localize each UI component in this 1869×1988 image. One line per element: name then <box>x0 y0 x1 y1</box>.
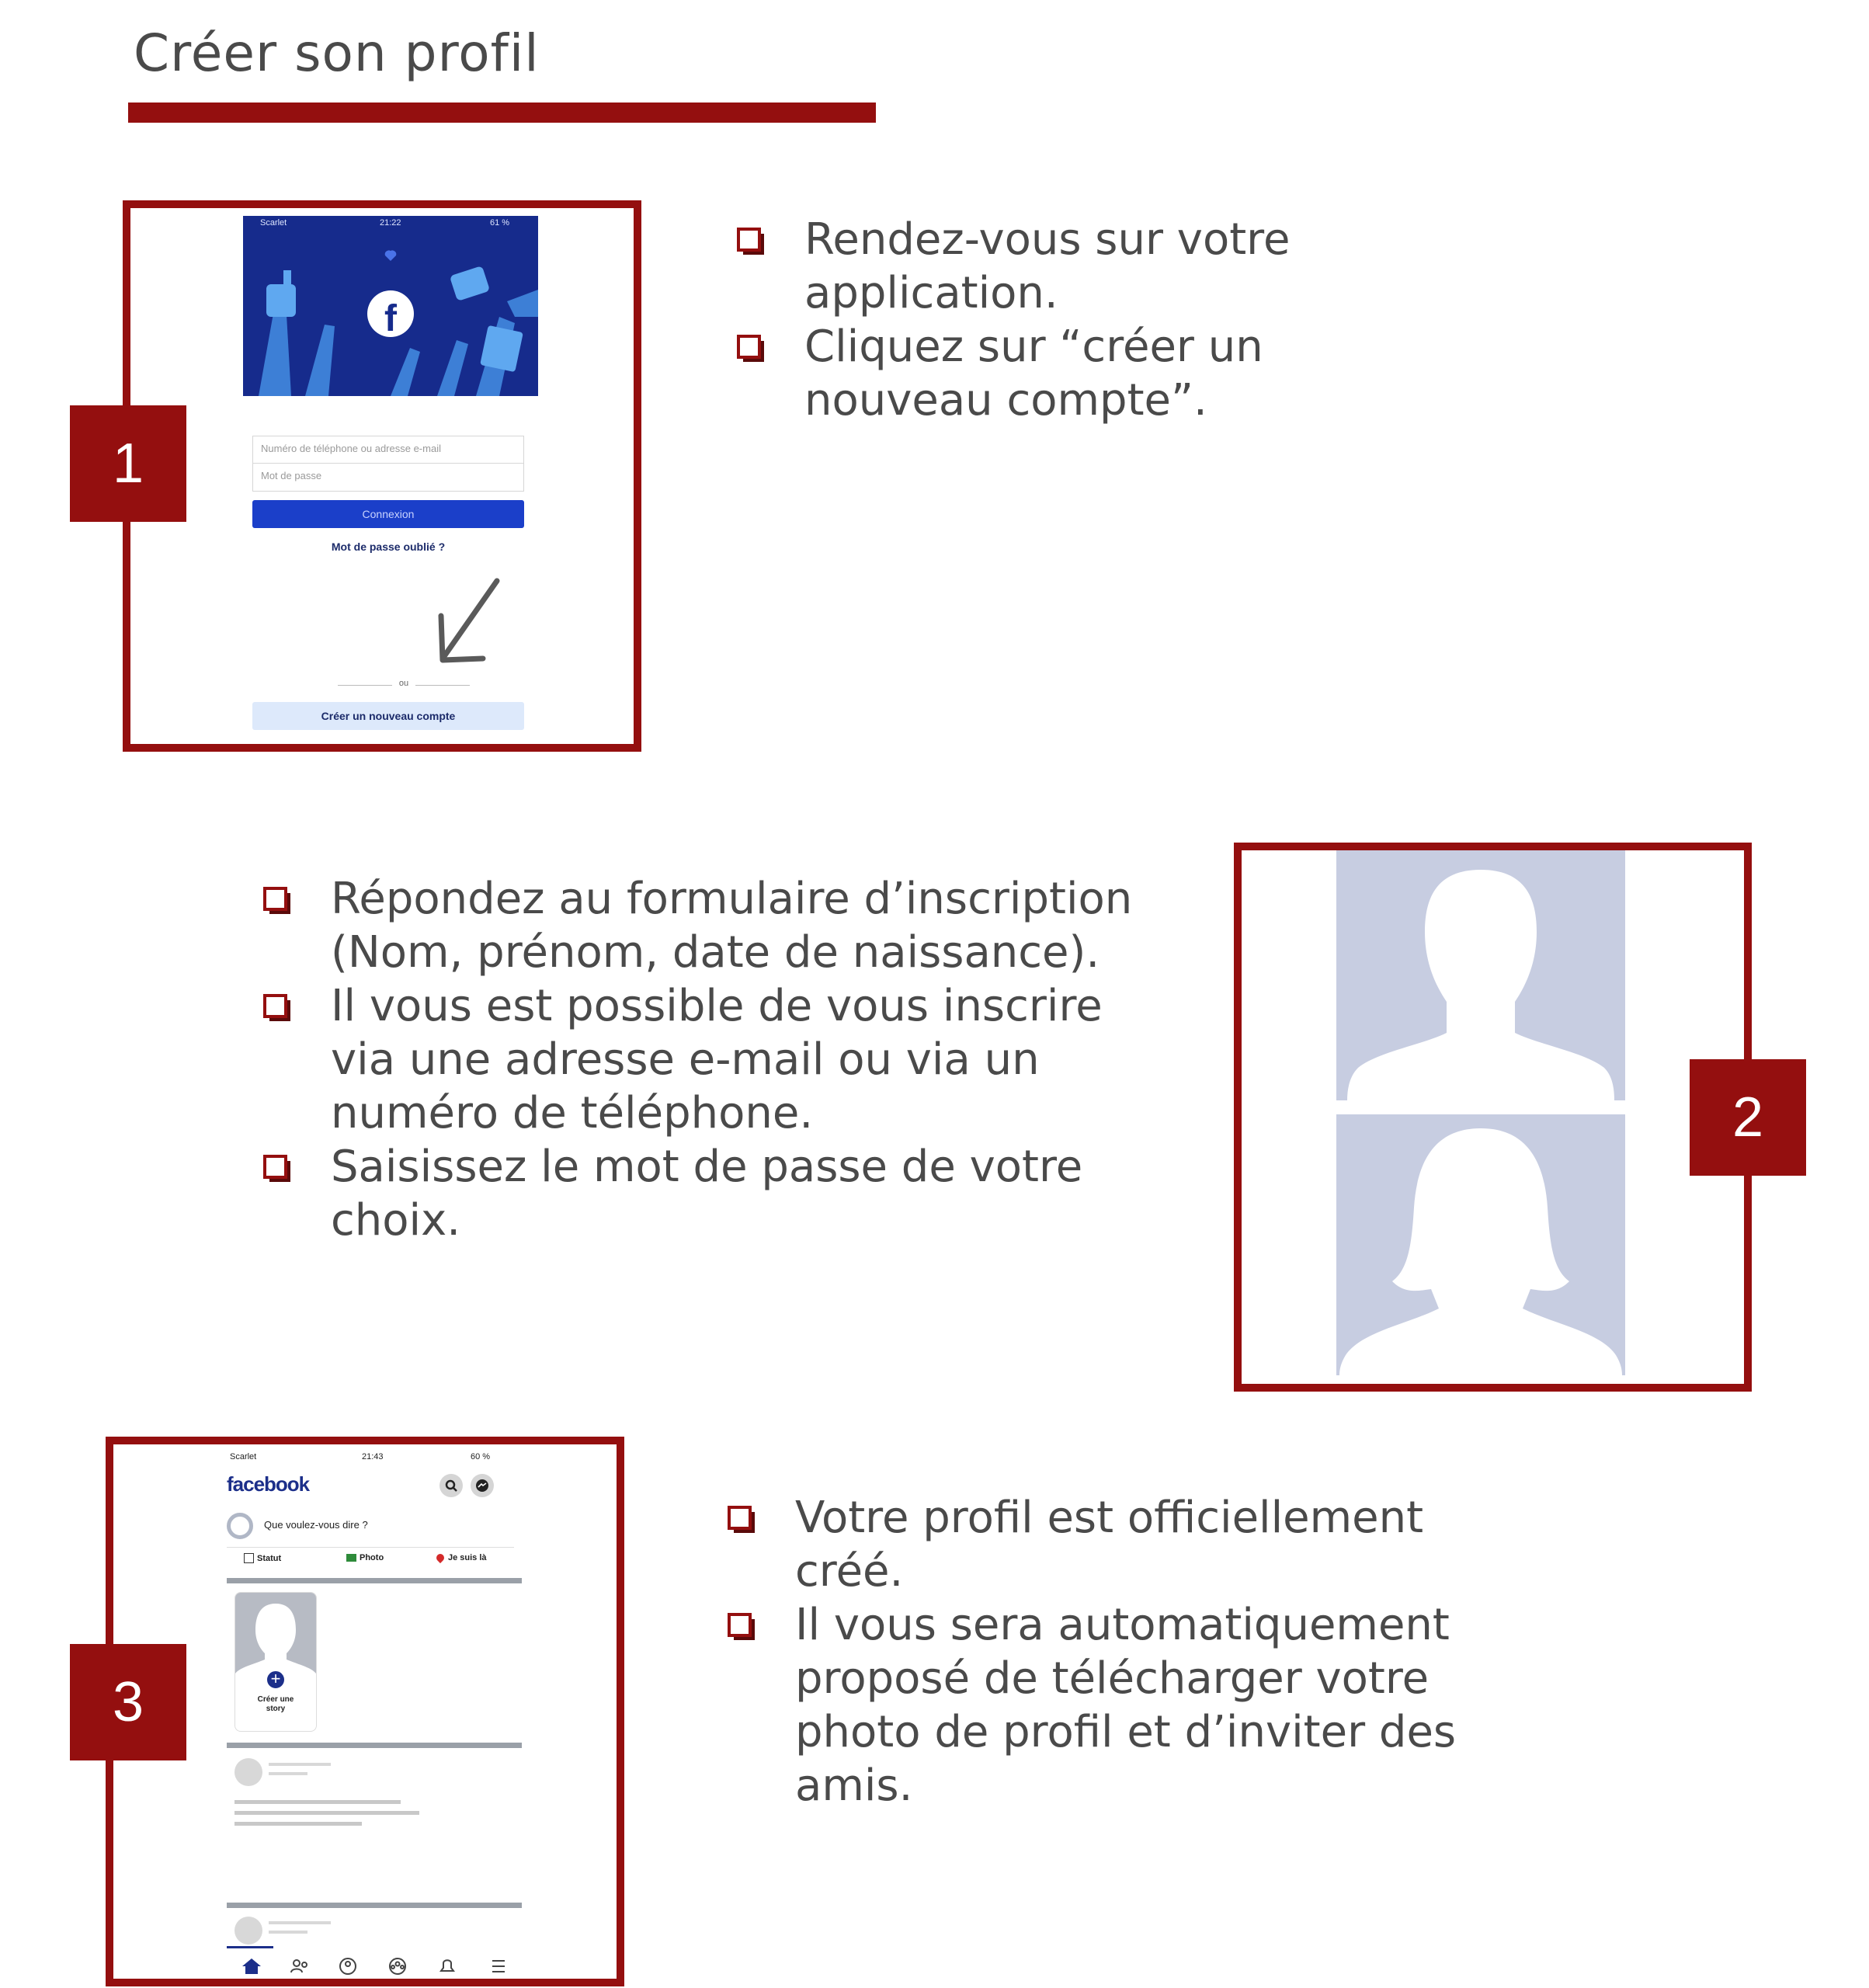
password-input[interactable]: Mot de passe <box>252 464 524 492</box>
step-badge-2: 2 <box>1690 1059 1806 1176</box>
friends-icon <box>291 1960 307 1972</box>
groups-icon <box>390 1958 405 1974</box>
checkbox-icon <box>262 1154 292 1183</box>
bullet-text: Saisissez le mot de passe de votre choix. <box>331 1142 1083 1246</box>
create-account-button[interactable]: Créer un nouveau compte <box>252 702 524 730</box>
facebook-logo: facebook <box>227 1472 310 1496</box>
profile-icon <box>340 1958 356 1974</box>
active-tab-indicator <box>227 1946 273 1948</box>
story-label: Créer une story <box>257 1695 294 1713</box>
bullet-text: Cliquez sur “créer un nouveau compte”. <box>804 321 1263 426</box>
add-story-icon[interactable]: + <box>265 1669 287 1691</box>
search-icon[interactable] <box>439 1474 463 1497</box>
bullet-item <box>727 1491 1503 1598</box>
default-avatars-illustration <box>1336 850 1625 1375</box>
avatar <box>227 1513 253 1539</box>
messenger-icon[interactable] <box>471 1474 494 1497</box>
photo-action[interactable] <box>346 1553 384 1562</box>
arrow-down-left-icon <box>419 573 512 674</box>
login-button[interactable]: Connexion <box>252 500 524 528</box>
bullet-text: Il vous sera automatiquement proposé de télécharger votre photo de profil et d’inviter des amis. <box>795 1600 1457 1811</box>
checkbox-icon <box>727 1505 756 1534</box>
action-label: Statut <box>257 1553 282 1563</box>
bullet-text: Votre profil est officiellement créé. <box>795 1493 1424 1597</box>
composer-prompt[interactable]: Que voulez-vous dire ? <box>264 1519 368 1531</box>
bullet-item <box>736 320 1435 427</box>
step2-avatar-frame <box>1234 843 1752 1392</box>
bullet-item <box>262 979 1163 1140</box>
checkbox-icon <box>736 334 766 363</box>
location-pin-icon <box>435 1552 446 1563</box>
edit-icon <box>244 1553 254 1563</box>
status-carrier: Scarlet <box>260 218 287 228</box>
story-avatar-placeholder <box>235 1593 316 1680</box>
checkbox-icon <box>736 227 766 256</box>
home-icon <box>242 1958 261 1974</box>
bullet-text: Rendez-vous sur votre application. <box>804 214 1291 318</box>
page-title: Créer son profil <box>134 23 540 83</box>
section-divider <box>227 1743 522 1748</box>
bullet-item <box>727 1598 1503 1812</box>
create-story-card[interactable] <box>234 1592 317 1732</box>
hands-illustration <box>243 216 538 396</box>
title-underline <box>128 103 876 123</box>
bullet-item <box>262 1140 1163 1247</box>
menu-icon <box>492 1961 505 1972</box>
bullet-item <box>262 872 1163 979</box>
bottom-nav-bar <box>227 1951 522 1982</box>
action-label: Photo <box>360 1553 384 1562</box>
status-battery: 60 % <box>471 1452 491 1461</box>
forgot-password-link[interactable]: Mot de passe oublié ? <box>331 540 446 553</box>
step3-instructions <box>727 1491 1503 1812</box>
phone-email-input[interactable]: Numéro de téléphone ou adresse e-mail <box>252 436 524 464</box>
bullet-text: Répondez au formulaire d’inscription (Nom, prénom, date de naissance). <box>331 874 1133 978</box>
status-action[interactable] <box>244 1553 281 1563</box>
status-carrier: Scarlet <box>230 1452 257 1461</box>
status-time: 21:43 <box>362 1452 384 1461</box>
step1-screenshot-frame <box>123 200 641 752</box>
action-label: Je suis là <box>448 1553 487 1562</box>
facebook-hero-illustration <box>243 216 538 396</box>
bullet-text: Il vous est possible de vous inscrire via une adresse e-mail ou via un numéro de téléphone. <box>331 981 1103 1138</box>
step-badge-3: 3 <box>70 1644 186 1760</box>
separator-or: ou <box>398 679 409 688</box>
bell-icon <box>441 1960 453 1971</box>
checkin-action[interactable] <box>436 1553 487 1562</box>
section-divider <box>227 1903 522 1908</box>
divider <box>227 1547 514 1548</box>
svg-text:f: f <box>384 298 397 339</box>
status-battery: 61 % <box>490 218 510 228</box>
photo-icon <box>346 1554 356 1562</box>
checkbox-icon <box>727 1612 756 1642</box>
checkbox-icon <box>262 993 292 1023</box>
bullet-item <box>736 213 1435 320</box>
step-badge-1: 1 <box>70 405 186 522</box>
step1-instructions <box>736 213 1435 427</box>
status-time: 21:22 <box>380 218 401 228</box>
checkbox-icon <box>262 886 292 916</box>
section-divider <box>227 1578 522 1583</box>
step2-instructions <box>262 872 1163 1247</box>
